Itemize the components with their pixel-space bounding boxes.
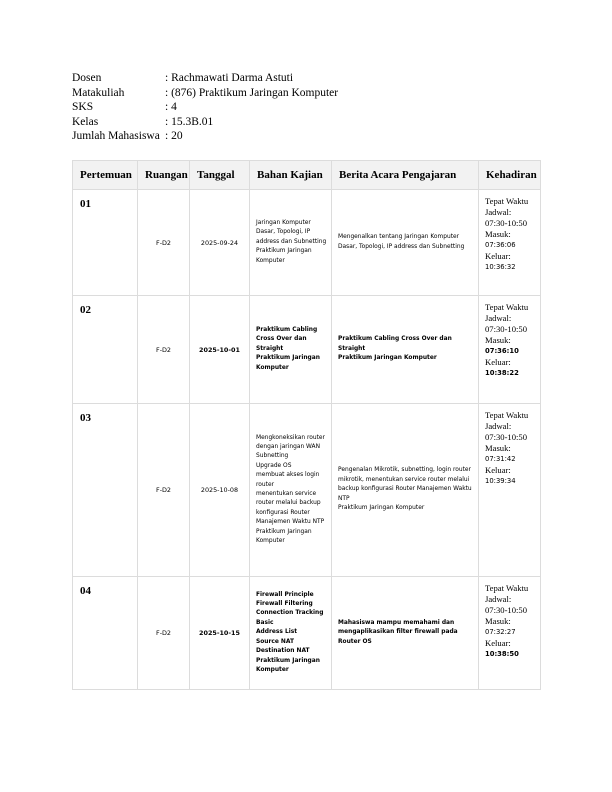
info-label: SKS <box>72 101 94 114</box>
check-in-time: 07:36:10 <box>485 347 519 355</box>
info-label: Jumlah Mahasiswa <box>72 130 160 143</box>
column-header-ruangan: Ruangan <box>138 161 190 190</box>
cell-tanggal: 2025-10-01 <box>190 296 250 404</box>
check-in-time: 07:32:27 <box>485 628 516 636</box>
info-label: Matakuliah <box>72 86 125 99</box>
berita-acara-text: Mengenalkan tentang Jaringan Komputer Dasar, Topologi, IP address dan Subnetting <box>338 234 465 250</box>
check-out-label: Keluar: <box>485 251 511 261</box>
check-out-time: 10:36:32 <box>485 263 516 271</box>
column-header-berita-acara: Berita Acara Pengajaran <box>332 161 479 190</box>
info-row-matakuliah <box>72 86 338 101</box>
bahan-kajian-text: Jaringan Komputer Dasar, Topologi, IP address dan Subnetting Praktikum Jaringan Komputer <box>256 219 327 264</box>
check-in-label: Masuk: <box>485 335 511 345</box>
info-value: : 15.3B.01 <box>165 115 214 128</box>
cell-pertemuan: 04 <box>73 577 138 690</box>
check-in-label: Masuk: <box>485 229 511 239</box>
check-out-time: 10:38:22 <box>485 369 519 377</box>
attendance-status: Tepat Waktu <box>485 196 529 206</box>
schedule-time: 07:30-10:50 <box>485 218 528 228</box>
cell-kehadiran <box>479 577 541 690</box>
check-in-label: Masuk: <box>485 616 511 626</box>
schedule-label: Jadwal: <box>485 594 512 604</box>
cell-pertemuan: 02 <box>73 296 138 404</box>
berita-acara-text: Pengenalan Mikrotik, subnetting, login router mikrotik, menentukan service router melalui backup konfigurasi Router Manajemen Waktu NTP Praktikum Jaringan Komputer <box>338 467 472 512</box>
check-out-label: Keluar: <box>485 465 511 475</box>
bahan-kajian-text: Firewall Principle Firewall Filtering Connection Tracking Basic Address List Source NAT Destination NAT Praktikum Jaringan Komputer <box>256 591 324 673</box>
column-header-tanggal: Tanggal <box>190 161 250 190</box>
check-out-label: Keluar: <box>485 638 511 648</box>
check-in-label: Masuk: <box>485 443 511 453</box>
cell-bahan-kajian <box>250 190 332 296</box>
check-out-time: 10:39:34 <box>485 477 516 485</box>
berita-acara-text: Praktikum Cabling Cross Over dan Straight Praktikum Jaringan Komputer <box>338 336 452 362</box>
cell-ruangan: F-D2 <box>138 577 190 690</box>
cell-bahan-kajian <box>250 404 332 577</box>
cell-bahan-kajian <box>250 577 332 690</box>
info-value: : 4 <box>165 101 177 114</box>
cell-ruangan: F-D2 <box>138 296 190 404</box>
column-header-kehadiran: Kehadiran <box>479 161 541 190</box>
schedule-time: 07:30-10:50 <box>485 324 528 334</box>
cell-ruangan: F-D2 <box>138 404 190 577</box>
schedule-label: Jadwal: <box>485 421 512 431</box>
schedule-label: Jadwal: <box>485 313 512 323</box>
cell-tanggal: 2025-10-08 <box>190 404 250 577</box>
info-row-jumlah-mahasiswa <box>72 129 338 144</box>
info-label: Kelas <box>72 115 99 128</box>
info-row-kelas <box>72 115 338 130</box>
info-row-sks <box>72 100 338 115</box>
column-header-bahan-kajian: Bahan Kajian <box>250 161 332 190</box>
check-in-time: 07:31:42 <box>485 455 516 463</box>
cell-berita-acara <box>332 190 479 296</box>
check-in-time: 07:36:06 <box>485 241 516 249</box>
berita-acara-text: Mahasiswa mampu memahami dan mengaplikasikan filter firewall pada Router OS <box>338 619 458 645</box>
check-out-label: Keluar: <box>485 357 511 367</box>
cell-bahan-kajian <box>250 296 332 404</box>
table-row <box>73 577 541 690</box>
cell-pertemuan: 03 <box>73 404 138 577</box>
cell-berita-acara <box>332 577 479 690</box>
info-value: : (876) Praktikum Jaringan Komputer <box>165 86 339 99</box>
schedule-time: 07:30-10:50 <box>485 605 528 615</box>
cell-tanggal: 2025-10-15 <box>190 577 250 690</box>
column-header-pertemuan: Pertemuan <box>73 161 138 190</box>
course-info <box>72 71 338 144</box>
info-label: Dosen <box>72 72 102 84</box>
table-row <box>73 404 541 577</box>
schedule-time: 07:30-10:50 <box>485 432 528 442</box>
info-value: : 20 <box>165 130 183 143</box>
info-row-dosen <box>72 71 338 86</box>
cell-ruangan: F-D2 <box>138 190 190 296</box>
bahan-kajian-text: Mengkoneksikan router dengan jaringan WAN Subnetting Upgrade OS membuat akses login router menentukan service router melalui backup konfigurasi Router Manajemen Waktu NTP Praktikum Jaringan Komputer <box>256 434 325 545</box>
table-header-row <box>73 161 541 190</box>
attendance-status: Tepat Waktu <box>485 583 529 593</box>
cell-kehadiran <box>479 296 541 404</box>
attendance-table <box>72 160 541 690</box>
cell-kehadiran <box>479 190 541 296</box>
info-value: : Rachmawati Darma Astuti <box>165 72 294 84</box>
cell-berita-acara <box>332 404 479 577</box>
schedule-label: Jadwal: <box>485 207 512 217</box>
table-row <box>73 296 541 404</box>
cell-kehadiran <box>479 404 541 577</box>
attendance-status: Tepat Waktu <box>485 302 529 312</box>
check-out-time: 10:38:50 <box>485 650 519 658</box>
cell-tanggal: 2025-09-24 <box>190 190 250 296</box>
bahan-kajian-text: Praktikum Cabling Cross Over dan Straight Praktikum Jaringan Komputer <box>256 326 320 371</box>
attendance-status: Tepat Waktu <box>485 410 529 420</box>
cell-pertemuan: 01 <box>73 190 138 296</box>
table-row <box>73 190 541 296</box>
cell-berita-acara <box>332 296 479 404</box>
